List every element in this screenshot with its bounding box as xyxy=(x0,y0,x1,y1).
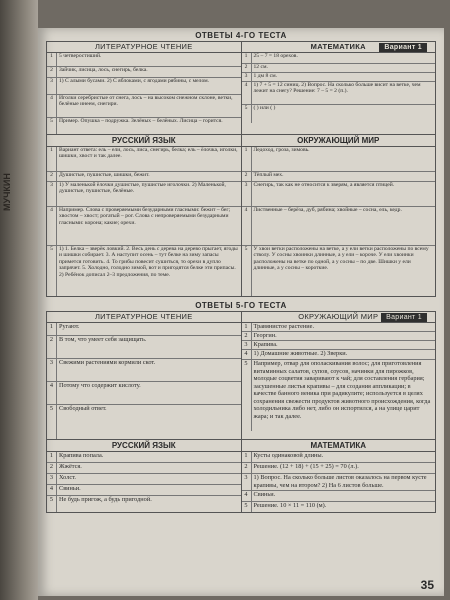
answer-number: 1 xyxy=(47,53,57,66)
answer-row xyxy=(47,323,241,336)
answer-row xyxy=(242,350,436,360)
test5-lit-rows xyxy=(47,323,241,439)
test4-lit-header: ЛИТЕРАТУРНОЕ ЧТЕНИЕ xyxy=(47,42,241,53)
answer-number: 5 xyxy=(47,496,57,512)
answer-row xyxy=(242,82,436,105)
answer-text: 1) У маленькой ёлочки душистые, пушистые иголочки. 2) Маленькой, душистые, пушистые, белёные. xyxy=(59,182,226,195)
test5-variant-badge: Вариант 1 xyxy=(381,313,427,322)
answer-number: 5 xyxy=(242,246,252,296)
answer-number: 1 xyxy=(242,452,252,462)
answer-number: 4 xyxy=(242,207,252,245)
test5-math-header: МАТЕМАТИКА xyxy=(242,440,436,452)
test5-bottom-grid xyxy=(46,440,436,513)
answer-text: Крапива попала. xyxy=(59,452,104,459)
answer-text: Жжётся. xyxy=(59,463,82,470)
answer-text: Например, отвар для ополаскивания волос; для приготовления витаминных салатов, супов, соусов, начинки для пирожков, молодые соцветия заваривают к чай; для составления гербария; засушенные листья крапивы – для создания аппликации; в качестве банного веника при радикулите; используется в целях сохранения свежести продуктов животного происхождения, когда холодильника либо нет, либо он испортился, а на улице царит жара; и так далее. xyxy=(253,360,431,420)
answer-text: 25 – 7 = 18 орехов. xyxy=(253,53,298,59)
test5-math-column xyxy=(242,440,436,512)
answer-text: 1) Вопрос. На сколько больше листов оказалось на первом кусте крапивы, чем на втором? 2) На 6 листов больше. xyxy=(253,474,427,489)
answer-row xyxy=(242,323,436,332)
test4-world-column xyxy=(242,135,436,296)
answer-text: Вариант ответа: ель – ели, лось, лиса, снегирь, белка; ель – ёлочка, иголки, шишки, хвост и так далее. xyxy=(59,147,238,160)
answer-row xyxy=(47,463,241,474)
answer-row xyxy=(47,207,241,246)
test5-lit-column xyxy=(47,312,242,439)
test4-lit-rows xyxy=(47,53,241,134)
answer-text: Ругают. xyxy=(59,323,80,330)
answer-row xyxy=(242,341,436,350)
answer-number: 5 xyxy=(242,105,252,123)
answer-text: Потому что содержит кислоту. xyxy=(59,382,141,389)
answer-row xyxy=(242,502,436,512)
answer-row xyxy=(47,118,241,134)
answer-text: Свободный ответ. xyxy=(59,405,107,412)
answer-number: 3 xyxy=(242,73,252,81)
answer-text: Пример. Опушка – подружка. Зелёных – белёных. Лисица – горится. xyxy=(59,118,223,124)
answer-row xyxy=(47,496,241,512)
answer-number: 5 xyxy=(242,502,252,512)
answer-number: 3 xyxy=(47,182,57,206)
answer-text: Крапива. xyxy=(253,341,278,348)
answer-text: 1) 1. Белка – зверёк ловкий. 2. Весь день с дерева на дерево прыгает, ягоды и шишки собирает. 3. А наступит осень – тут белке на зиму запасы примется готовить. 4. То грибы повесит сушиться, то орехи в дупло запрячет. 5. Холодно, голодно зимой, вот и пригодятся белке эти припасы. 2) Ребёнок дописал 2–3 предложения, по теме. xyxy=(59,246,238,278)
answer-number: 1 xyxy=(47,452,57,462)
answer-text: 1) Домашние животные. 2) Зверки. xyxy=(253,350,348,357)
answer-text: Зайчик, лисица, лось, снегирь, белка. xyxy=(59,67,148,73)
answer-row xyxy=(47,485,241,496)
answer-text: 1) С алыми бусами. 2) С яблоками, с ягодами рябины, с мелом. xyxy=(59,78,210,84)
answer-row xyxy=(242,491,436,502)
answer-row xyxy=(242,182,436,207)
test5-world-column xyxy=(242,312,436,439)
answer-number: 3 xyxy=(242,182,252,206)
answer-number: 4 xyxy=(242,82,252,104)
answer-number: 1 xyxy=(47,147,57,171)
answer-text: Душистые, пушистые, шишки, бежит. xyxy=(59,172,150,178)
book-spine xyxy=(0,0,38,600)
test4-title xyxy=(38,30,444,41)
test4-rus-column xyxy=(47,135,242,296)
answer-row xyxy=(242,73,436,82)
answer-text: Георгин. xyxy=(253,332,277,339)
answer-row xyxy=(242,105,436,123)
answer-number: 4 xyxy=(47,485,57,495)
answer-text: В том, что умеет себя защищать. xyxy=(59,336,147,343)
answer-number: 5 xyxy=(242,360,252,431)
answer-number: 1 xyxy=(242,323,252,331)
page-number: 35 xyxy=(420,578,434,592)
answer-row xyxy=(47,78,241,95)
spine-text: МУЧКИН xyxy=(2,173,12,211)
test5-math-rows xyxy=(242,452,436,512)
answer-row xyxy=(47,382,241,405)
answer-number: 4 xyxy=(242,350,252,359)
answer-text: Свежими растениями кормили скот. xyxy=(59,359,156,366)
answer-number: 1 xyxy=(47,323,57,335)
test5-rus-rows xyxy=(47,452,241,512)
test4-math-column xyxy=(242,42,436,134)
test4-variant-badge: Вариант 1 xyxy=(379,43,427,52)
answer-row xyxy=(242,207,436,246)
test4-title-text: ОТВЕТЫ 4-ГО ТЕСТА xyxy=(195,31,287,40)
answer-row xyxy=(47,246,241,296)
answer-number: 2 xyxy=(47,336,57,358)
answer-text: Травянистое растение. xyxy=(253,323,315,330)
test5-title xyxy=(38,300,444,311)
answer-number: 2 xyxy=(242,332,252,340)
answer-row xyxy=(242,332,436,341)
test4-math-rows xyxy=(242,53,436,123)
answer-text: 12 см. xyxy=(253,64,268,70)
answer-text: Снегирь, так как не относится к зверям, а является птицей. xyxy=(253,182,395,188)
answer-number: 5 xyxy=(47,118,57,134)
answer-number: 2 xyxy=(47,463,57,473)
answer-text: Тёплый мех. xyxy=(253,172,284,178)
test4-math-header xyxy=(242,42,436,53)
test4-rus-header: РУССКИЙ ЯЗЫК xyxy=(47,135,241,147)
answer-number: 2 xyxy=(242,463,252,473)
answer-row xyxy=(47,336,241,359)
test5-rus-column xyxy=(47,440,242,512)
answer-number: 2 xyxy=(47,172,57,181)
answer-text: Ледоход, гроза, зимовь. xyxy=(253,147,310,153)
answer-text: Решение. (12 + 18) + (15 + 25) = 70 (л.). xyxy=(253,463,359,470)
answer-number: 3 xyxy=(47,474,57,484)
answer-row xyxy=(242,360,436,431)
answer-row xyxy=(47,474,241,485)
answer-number: 3 xyxy=(242,474,252,490)
answer-row xyxy=(242,64,436,73)
answer-row xyxy=(242,53,436,64)
answer-number: 1 xyxy=(242,147,252,171)
answer-row xyxy=(47,359,241,382)
answer-number: 4 xyxy=(47,207,57,245)
answer-text: Не будь пригож, а будь пригодной. xyxy=(59,496,152,503)
answer-number: 4 xyxy=(47,95,57,117)
answer-text: ( ) или ( ) xyxy=(253,105,276,111)
answer-row xyxy=(47,67,241,78)
answer-row xyxy=(242,172,436,182)
test4-math-header-text: МАТЕМАТИКА xyxy=(310,42,366,51)
test4-bottom-grid xyxy=(46,135,436,297)
answer-row xyxy=(242,452,436,463)
answer-text: 1 дм 8 см. xyxy=(253,73,278,79)
answer-text: У хвои ветки расположены на ветке, а у ели ветки расположены по всему стволу. У сосны хвоинки длинные, а у ели – короче. У ели хвоинки расположены на ветке по одной, а у сосны – по две. Шишки у ели длинные, а у сосны – короткие. xyxy=(253,246,429,272)
answer-number: 4 xyxy=(47,382,57,404)
answer-number: 3 xyxy=(47,359,57,381)
test4-world-header: ОКРУЖАЮЩИЙ МИР xyxy=(242,135,436,147)
answer-row xyxy=(47,405,241,439)
test4-world-rows xyxy=(242,147,436,296)
test5-title-text: ОТВЕТЫ 5-ГО ТЕСТА xyxy=(195,301,287,310)
answer-text: Кусты одинаковой длины. xyxy=(253,452,324,459)
answer-text: Лиственные – берёза, дуб, рябина; хвойные – сосна, ель, кедр. xyxy=(253,207,402,213)
answer-page xyxy=(38,28,444,596)
answer-number: 5 xyxy=(47,405,57,439)
test5-rus-header: РУССКИЙ ЯЗЫК xyxy=(47,440,241,452)
test5-lit-header: ЛИТЕРАТУРНОЕ ЧТЕНИЕ xyxy=(47,312,241,323)
answer-number: 3 xyxy=(242,341,252,349)
answer-text: Холст. xyxy=(59,474,77,481)
answer-number: 1 xyxy=(242,53,252,63)
answer-number: 2 xyxy=(242,64,252,72)
answer-text: Решение. 10 × 11 = 110 (м). xyxy=(253,502,327,509)
answer-row xyxy=(47,53,241,67)
answer-row xyxy=(47,452,241,463)
test4-rus-rows xyxy=(47,147,241,296)
answer-row xyxy=(47,95,241,118)
test5-world-header-text: ОКРУЖАЮЩИЙ МИР xyxy=(298,312,379,321)
answer-text: Свиньи. xyxy=(253,491,276,498)
test4-lit-column xyxy=(47,42,242,134)
test5-world-rows xyxy=(242,323,436,431)
answer-number: 4 xyxy=(242,491,252,501)
answer-text: 1) 7 + 5 = 12 синиц. 2) Вопрос. На сколько больше висит на ветке, чем лежит на снегу? Решение: 7 – 5 = 2 (п.). xyxy=(253,82,421,95)
answer-row xyxy=(242,246,436,296)
answer-number: 5 xyxy=(47,246,57,296)
answer-number: 2 xyxy=(242,172,252,181)
answer-text: Например. Слова с проверяемыми безударными гласными: бежит – бег; хвостом – хвост; рогатый – рог. Слова с непроверяемыми безударными гласными: корона; какие; орехи. xyxy=(59,207,231,226)
answer-number: 2 xyxy=(47,67,57,77)
answer-row xyxy=(47,147,241,172)
test4-top-grid xyxy=(46,41,436,135)
answer-row xyxy=(242,463,436,474)
answer-text: 5 четверостиший. xyxy=(59,53,102,59)
answer-text: Свиньи. xyxy=(59,485,81,492)
test5-world-header xyxy=(242,312,436,323)
answer-row xyxy=(242,474,436,491)
answer-row xyxy=(47,172,241,182)
answer-row xyxy=(242,147,436,172)
answer-row xyxy=(47,182,241,207)
answer-text: Иголки серебристые от снега, лось – на высоком снежном склоне, ветки, белёные инеем, снегири. xyxy=(59,95,233,108)
test5-top-grid xyxy=(46,311,436,440)
answer-number: 3 xyxy=(47,78,57,94)
